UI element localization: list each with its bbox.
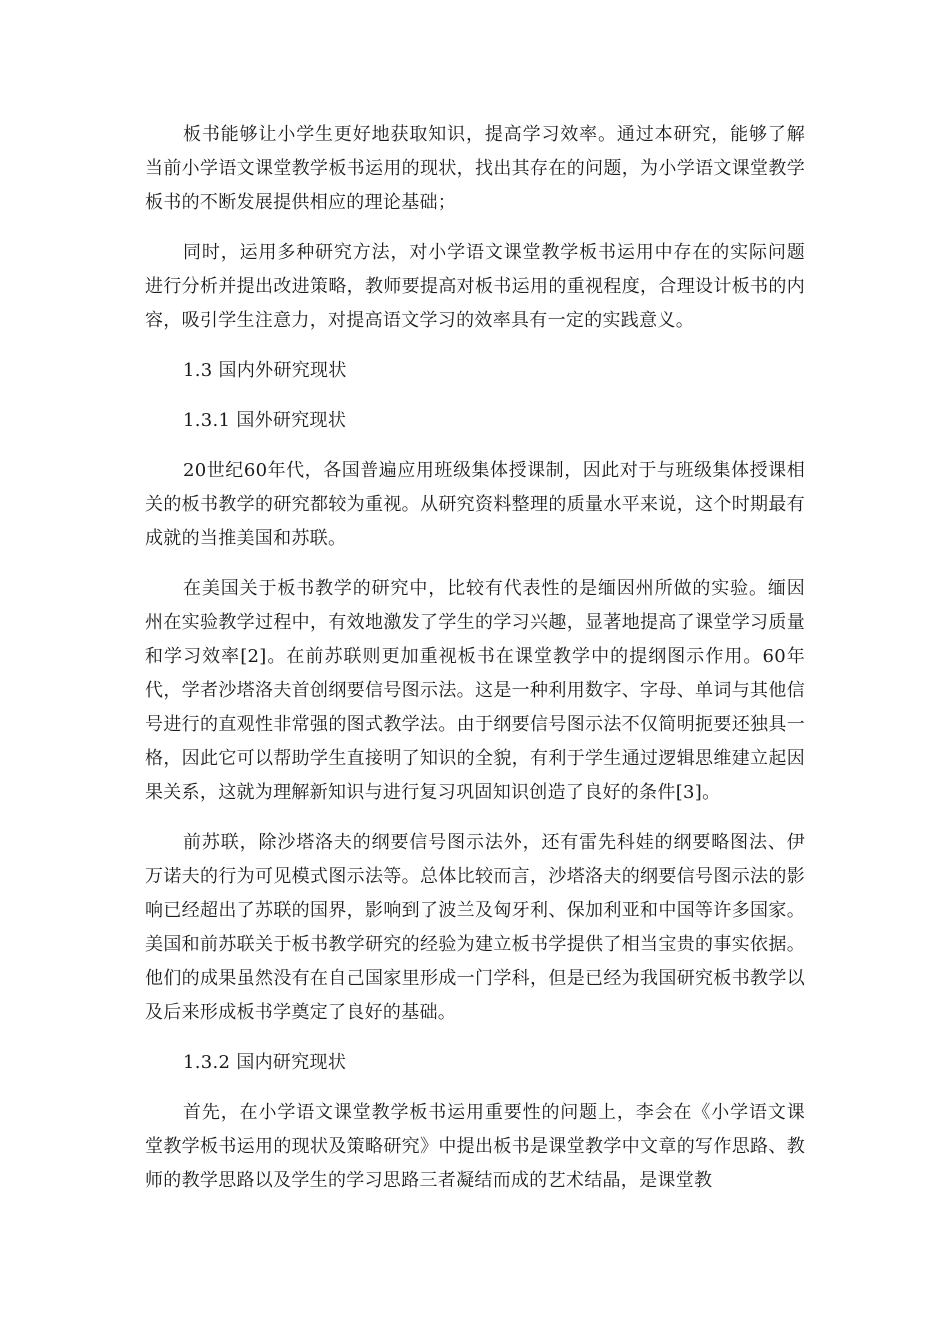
paragraph-practical-significance: 同时，运用多种研究方法，对小学语文课堂教学板书运用中存在的实际问题进行分析并提出改进策略，教师要提高对板书运用的重视程度，合理设计板书的内容，吸引学生注意力，对提高语文学习的效率具有一定的实践意义。 [145,242,805,331]
paragraph-1960s-background: 20世纪60年代，各国普遍应用班级集体授课制，因此对于与班级集体授课相关的板书教学的研究都较为重视。从研究资料整理的质量水平来说，这个时期最有成就的当推美国和苏联。 [145,460,805,549]
section-heading-1-3: 1.3 国内外研究现状 [183,360,347,381]
document-body [145,118,805,1214]
paragraph-usa-ussr-research: 在美国关于板书教学的研究中，比较有代表性的是缅因州所做的实验。缅因州在实验教学过程中，有效地激发了学生的学习兴趣，显著地提高了课堂学习质量和学习效率[2]。在前苏联则更加重视板书在课堂教学中的提纲图示作用。60年代，学者沙塔洛夫首创纲要信号图示法。这是一种利用数字、字母、单词与其他信号进行的直观性非常强的图式教学法。由于纲要信号图示法不仅简明扼要还独具一格，因此它可以帮助学生直接明了知识的全貌，有利于学生通过逻辑思维建立起因果关系，这就为理解新知识与进行复习巩固知识创造了良好的条件[3]。 [145,578,805,803]
paragraph-soviet-methods: 前苏联，除沙塔洛夫的纲要信号图示法外，还有雷先科娃的纲要略图法、伊万诺夫的行为可见模式图示法等。总体比较而言，沙塔洛夫的纲要信号图示法的影响已经超出了苏联的国界，影响到了波兰及匈牙利、保加利亚和中国等许多国家。美国和前苏联关于板书教学研究的经验为建立板书学提供了相当宝贵的事实依据。他们的成果虽然没有在自己国家里形成一门学科，但是已经为我国研究板书教学以及后来形成板书学奠定了良好的基础。 [145,832,805,1023]
section-heading-1-3-1: 1.3.1 国外研究现状 [183,410,347,431]
section-heading-1-3-2: 1.3.2 国内研究现状 [183,1052,347,1073]
paragraph-research-significance: 板书能够让小学生更好地获取知识，提高学习效率。通过本研究，能够了解当前小学语文课堂教学板书运用的现状，找出其存在的问题，为小学语文课堂教学板书的不断发展提供相应的理论基础； [145,124,805,213]
paragraph-domestic-research: 首先，在小学语文课堂教学板书运用重要性的问题上，李会在《小学语文课堂教学板书运用的现状及策略研究》中提出板书是课堂教学中文章的写作思路、教师的教学思路以及学生的学习思路三者凝结而成的艺术结晶，是课堂教 [145,1102,805,1191]
